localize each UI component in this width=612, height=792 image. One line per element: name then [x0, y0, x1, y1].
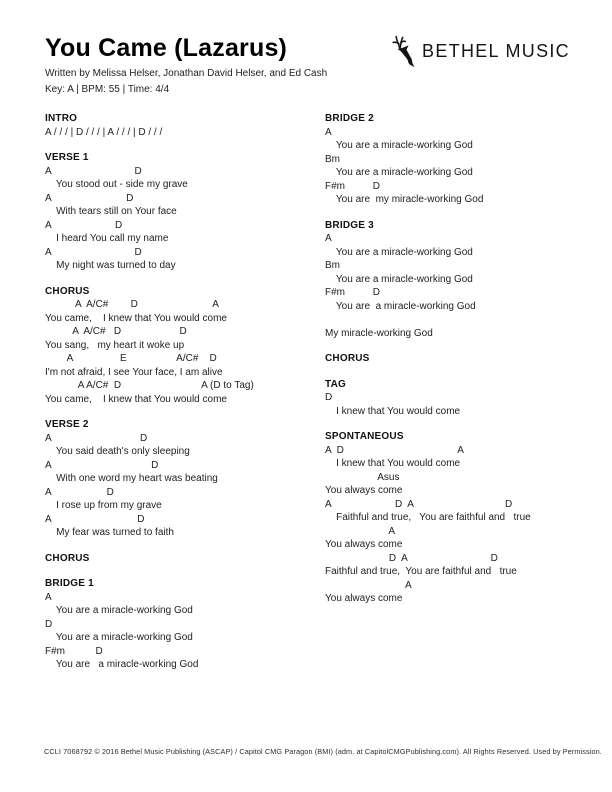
lyric-line: You are a miracle-working God [45, 605, 193, 616]
song-title: You Came (Lazarus) [45, 34, 288, 62]
lyric-line: You said death's only sleeping [45, 446, 190, 457]
lyric-line [325, 313, 587, 327]
lyric-line: You came, I knew that You would come [45, 312, 227, 324]
section-heading: SPONTANEOUS [325, 431, 404, 442]
chord-line: Bm [325, 153, 340, 165]
chord-line: A D [45, 165, 142, 177]
chord-line: A A/C# D A [45, 299, 219, 310]
section-chorus [45, 552, 325, 566]
section-tag [325, 378, 587, 419]
lyric-line: My fear was turned to faith [45, 527, 174, 538]
chord-line: A D [45, 459, 159, 471]
section-bridge-1 [45, 577, 325, 672]
logo-wordmark: BETHEL MUSIC [422, 41, 570, 61]
lyric-line: You always come [325, 539, 403, 550]
chart-body [45, 112, 587, 684]
deer-icon [389, 35, 418, 68]
chord-line: A D [45, 513, 145, 525]
section-heading: TAG [325, 378, 346, 390]
lyric-line: You are a miracle-working God [325, 140, 473, 151]
copyright-footer: CCLI 7068792 © 2016 Bethel Music Publishing (ASCAP) / Capitol CMG Paragon (BMI) (adm. at CapitolCMGPublishing.com). All Rights Reserved. Used by Permission. [44, 747, 602, 756]
lyric-line: You always come [325, 485, 403, 496]
lyric-line: You always come [325, 593, 403, 604]
lyric-line: My night was turned to day [45, 260, 176, 271]
lyric-line: You are a miracle-working God [325, 167, 473, 178]
chord-line: A [325, 525, 396, 537]
right-column [325, 112, 587, 618]
lyric-line: I'm not afraid, I see Your face, I am alive [45, 366, 223, 378]
section-chorus [45, 285, 325, 407]
lyric-line: My miracle-working God [325, 327, 433, 339]
lyric-line: With tears still on Your face [45, 206, 177, 217]
lyric-line: Faithful and true, You are faithful and true [325, 566, 517, 577]
lyric-line: You are a miracle-working God [325, 246, 473, 258]
writers-line: Written by Melissa Helser, Jonathan David Helser, and Ed Cash [45, 68, 328, 79]
chord-line: A D A [325, 444, 464, 456]
chord-line: A [325, 233, 332, 244]
section-heading: BRIDGE 1 [45, 578, 94, 589]
chord-line: D [45, 618, 53, 630]
chord-line: F#m D [45, 645, 103, 657]
lyric-line: You sang, my heart it woke up [45, 339, 185, 351]
section-bridge-2 [325, 112, 587, 207]
chord-line: A A/C# D D [45, 326, 187, 337]
left-column [45, 112, 325, 684]
lyric-line: I heard You call my name [45, 233, 169, 244]
bethel-music-logo [389, 35, 570, 68]
lyric-line: I knew that You would come [325, 458, 461, 469]
chord-line: F#m D [325, 180, 381, 192]
chord-line: A D [45, 486, 114, 498]
chord-line: A [325, 579, 412, 591]
chord-line: D [325, 392, 333, 403]
section-heading: VERSE 1 [45, 152, 89, 163]
section-heading: INTRO [45, 113, 78, 124]
section-verse-2 [45, 418, 325, 540]
chord-line: F#m D [325, 287, 381, 298]
section-chorus [325, 352, 587, 366]
chord-line: A D [45, 246, 142, 258]
chord-line: A D [45, 192, 134, 204]
chord-line: Bm [325, 260, 340, 271]
lyric-line: With one word my heart was beating [45, 473, 218, 484]
key-bpm-time-line: Key: A | BPM: 55 | Time: 4/4 [45, 84, 170, 95]
chord-line: D A D [325, 552, 498, 564]
section-intro [45, 112, 325, 139]
chord-line: A E A/C# D [45, 353, 217, 364]
section-heading: CHORUS [45, 552, 90, 564]
section-spontaneous [325, 430, 587, 606]
chord-line: A / / / | D / / / | A / / / | D / / / [45, 126, 163, 138]
section-heading: CHORUS [45, 285, 90, 297]
lyric-line: You are a miracle-working God [325, 273, 473, 285]
lyric-line: You are my miracle-working God [325, 194, 484, 205]
chord-line: A [325, 126, 332, 138]
lyric-line: You are a miracle-working God [45, 632, 193, 643]
lyric-line: You stood out - side my grave [45, 179, 188, 190]
lyric-line: Faithful and true, You are faithful and true [325, 512, 531, 523]
lyric-line: You are a miracle-working God [325, 300, 476, 312]
section-verse-1 [45, 151, 325, 273]
lyric-line: I rose up from my grave [45, 500, 162, 511]
chord-line: A D A D [325, 498, 513, 510]
section-bridge-3 [325, 219, 587, 341]
section-heading: BRIDGE 3 [325, 219, 374, 231]
page-header [45, 34, 570, 97]
lyric-line: I knew that You would come [325, 405, 461, 417]
chord-line: A A/C# D A (D to Tag) [45, 380, 254, 391]
section-heading: VERSE 2 [45, 419, 89, 430]
lyric-line: You are a miracle-working God [45, 659, 199, 670]
chord-line: A [45, 591, 52, 603]
section-heading: BRIDGE 2 [325, 113, 374, 124]
chord-line: A D [45, 432, 148, 444]
lyric-line: You came, I knew that You would come [45, 393, 227, 405]
chord-line: A D [45, 219, 123, 231]
chord-line: Asus [325, 471, 400, 483]
section-heading: CHORUS [325, 353, 370, 364]
